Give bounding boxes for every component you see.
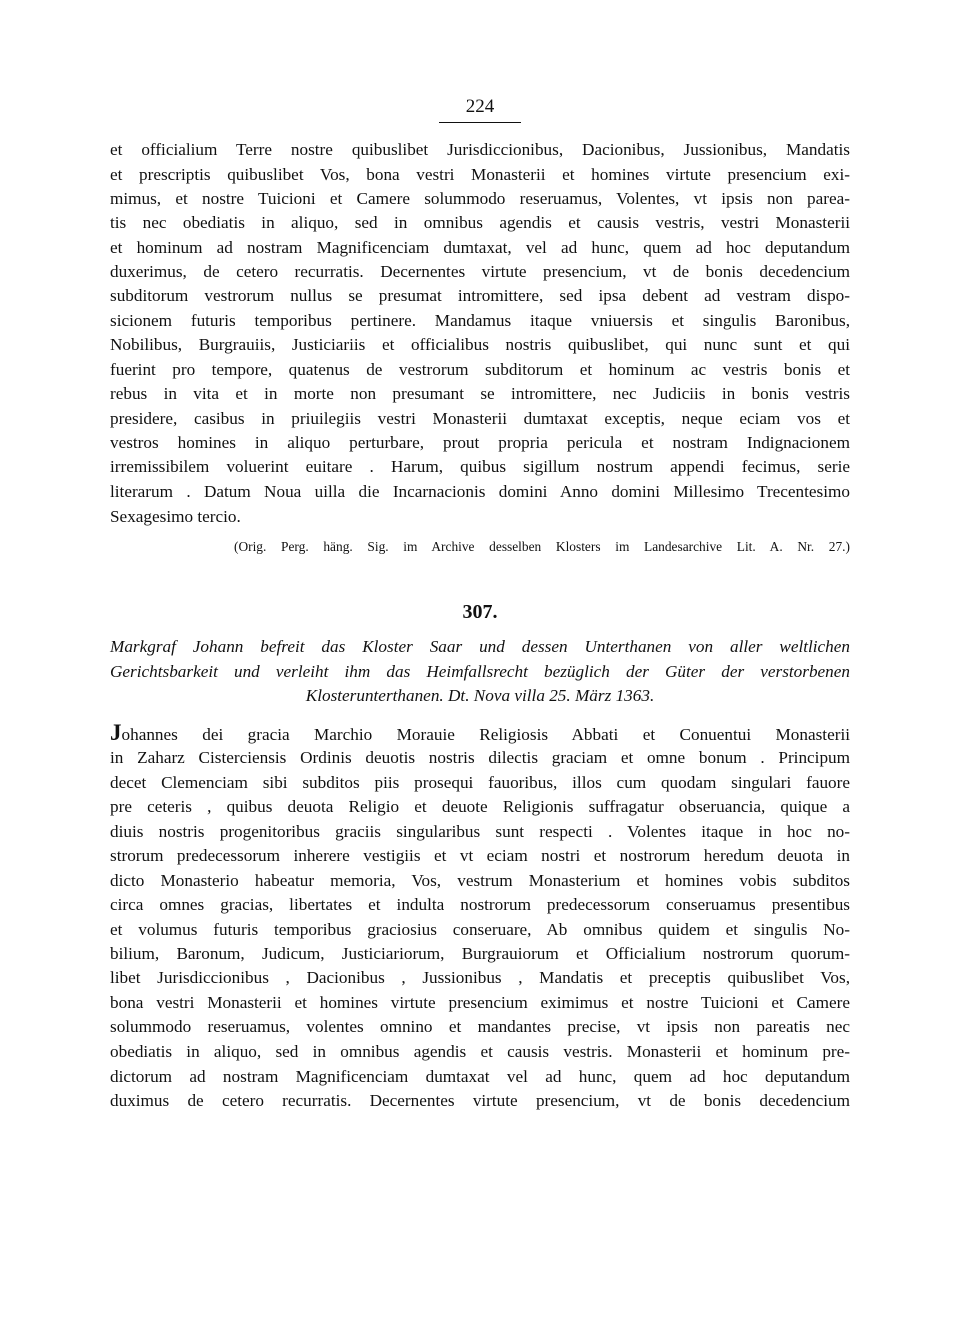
text-line: literarum . Datum Noua uilla die Incarnacionis domini Anno domini Millesimo Trecentesimo [110, 482, 850, 501]
text-line: solummodo reseruamus, volentes omnino et mandantes precise, vt ipsis non pareatis nec [110, 1017, 850, 1036]
initial-letter: J [110, 720, 122, 745]
text-line: bona vestri Monasterii et homines virtute presencium eximimus et nostre Tuicioni et Camere [110, 993, 850, 1012]
text-line: strorum predecessorum inherere vestigiis et vt eciam nostri et nostrorum heredum deuota in [110, 846, 850, 865]
text-line: irremissibilem voluerint euitare . Harum, quibus sigillum nostrum appendi fecimus, serie [110, 457, 850, 476]
text-line: sicionem futuris temporibus pertinere. Mandamus itaque vniuersis et singulis Baronibus, [110, 311, 850, 330]
text-line: mimus, et nostre Tuicioni et Camere solummodo reseruamus, Volentes, vt ipsis non parea- [110, 189, 850, 208]
text-line: bilium, Baronum, Judicum, Justiciariorum, Burgrauiorum et Officialium nostrorum quorum- [110, 944, 850, 963]
text-line: obediatis in aliquo, sed in omnibus agendis et causis vestris. Monasterii et hominum pre- [110, 1042, 850, 1061]
text-line: decet Clemenciam sibi subditos piis prosequi fauoribus, illos cum quodam singulari fauore [110, 773, 850, 792]
rubric-line: Gerichtsbarkeit und verleiht ihm das Heimfallsrecht bezüglich der Güter der verstorbenen [110, 662, 850, 681]
source-note: (Orig. Perg. häng. Sig. im Archive desselben Klosters im Landesarchive Lit. A. Nr. 27.) [234, 539, 850, 554]
text-line: subditorum vestrorum nullus se presumat intromittere, sed ipsa debent ad vestram dispo- [110, 286, 850, 305]
text-line: Sexagesimo tercio. [110, 507, 241, 526]
text-line: dicto Monasterio habeatur memoria, Vos, vestrum Monasterium et homines vobis subditos [110, 871, 850, 890]
text-line: pre ceteris , quibus deuota Religio et deuote Religionis suffragatur obseruancia, quique a [110, 797, 850, 816]
text-line: et volumus futuris temporibus graciosius conseruare, Ab omnibus quidem et singulis No- [110, 920, 850, 939]
text-line: vestros homines in aliquo perturbare, prout propria pericula et nostram Indignacionem [110, 433, 850, 452]
text-line: circa omnes gracias, libertates et indulta nostrorum predecessorum conseruamus presentibus [110, 895, 850, 914]
text-line: et hominum ad nostram Magnificenciam dumtaxat, vel ad hunc, quem ad hoc deputandum [110, 238, 850, 257]
rubric-line: Klosterunterthanen. Dt. Nova villa 25. März 1363. [305, 686, 655, 705]
text-line: presidere, casibus in priuilegiis vestri Monasterii dumtaxat exceptis, neque eciam vos et [110, 409, 850, 428]
text-line: dictorum ad nostram Magnificenciam dumtaxat vel ad hunc, quem ad hoc deputandum [110, 1067, 850, 1086]
text-line: tis nec obediatis in aliquo, sed in omnibus agendis et causis vestris, vestri Monasterii [110, 213, 850, 232]
text-line-first [110, 722, 850, 746]
document-number: 307. [462, 601, 498, 623]
text-line: libet Jurisdiccionibus , Dacionibus , Jussionibus , Mandatis et preceptis quibuslibet Vos, [110, 968, 850, 987]
text-line: fuerint pro tempore, quatenus de vestrorum subditorum et hominum ac vestris bonis et [110, 360, 850, 379]
rubric-line: Markgraf Johann befreit das Kloster Saar und dessen Unterthanen von aller weltlichen [110, 637, 850, 656]
text-line: et prescriptis quibuslibet Vos, bona vestri Monasterii et homines virtute presencium exi- [110, 165, 850, 184]
text-line: Nobilibus, Burgrauiis, Justiciariis et officialibus nostris quibuslibet, qui nunc sunt et qui [110, 335, 850, 354]
page-number: 224 [465, 96, 495, 117]
text-line: duximus de cetero recurratis. Decernentes virtute presencium, vt de bonis decedencium [110, 1091, 850, 1110]
text-line: in Zaharz Cisterciensis Ordinis deuotis nostris dilectis graciam et omne bonum . Principum [110, 748, 850, 767]
page-number-rule [439, 122, 521, 123]
first-line-rest: ohannes dei gracia Marchio Morauie Religiosis Abbati et Conuentui Monasterii [121, 725, 850, 744]
text-line: et officialium Terre nostre quibuslibet Jurisdiccionibus, Dacionibus, Jussionibus, Mandatis [110, 140, 850, 159]
text-line: duxerimus, de cetero recurratis. Decernentes virtute presencium, vt de bonis decedencium [110, 262, 850, 281]
text-line: rebus in vita et in morte non presumant se intromittere, nec Judiciis in bonis vestris [110, 384, 850, 403]
text-line: diuis nostris progenitoribus graciis singularibus sunt respecti . Volentes itaque in hoc no- [110, 822, 850, 841]
